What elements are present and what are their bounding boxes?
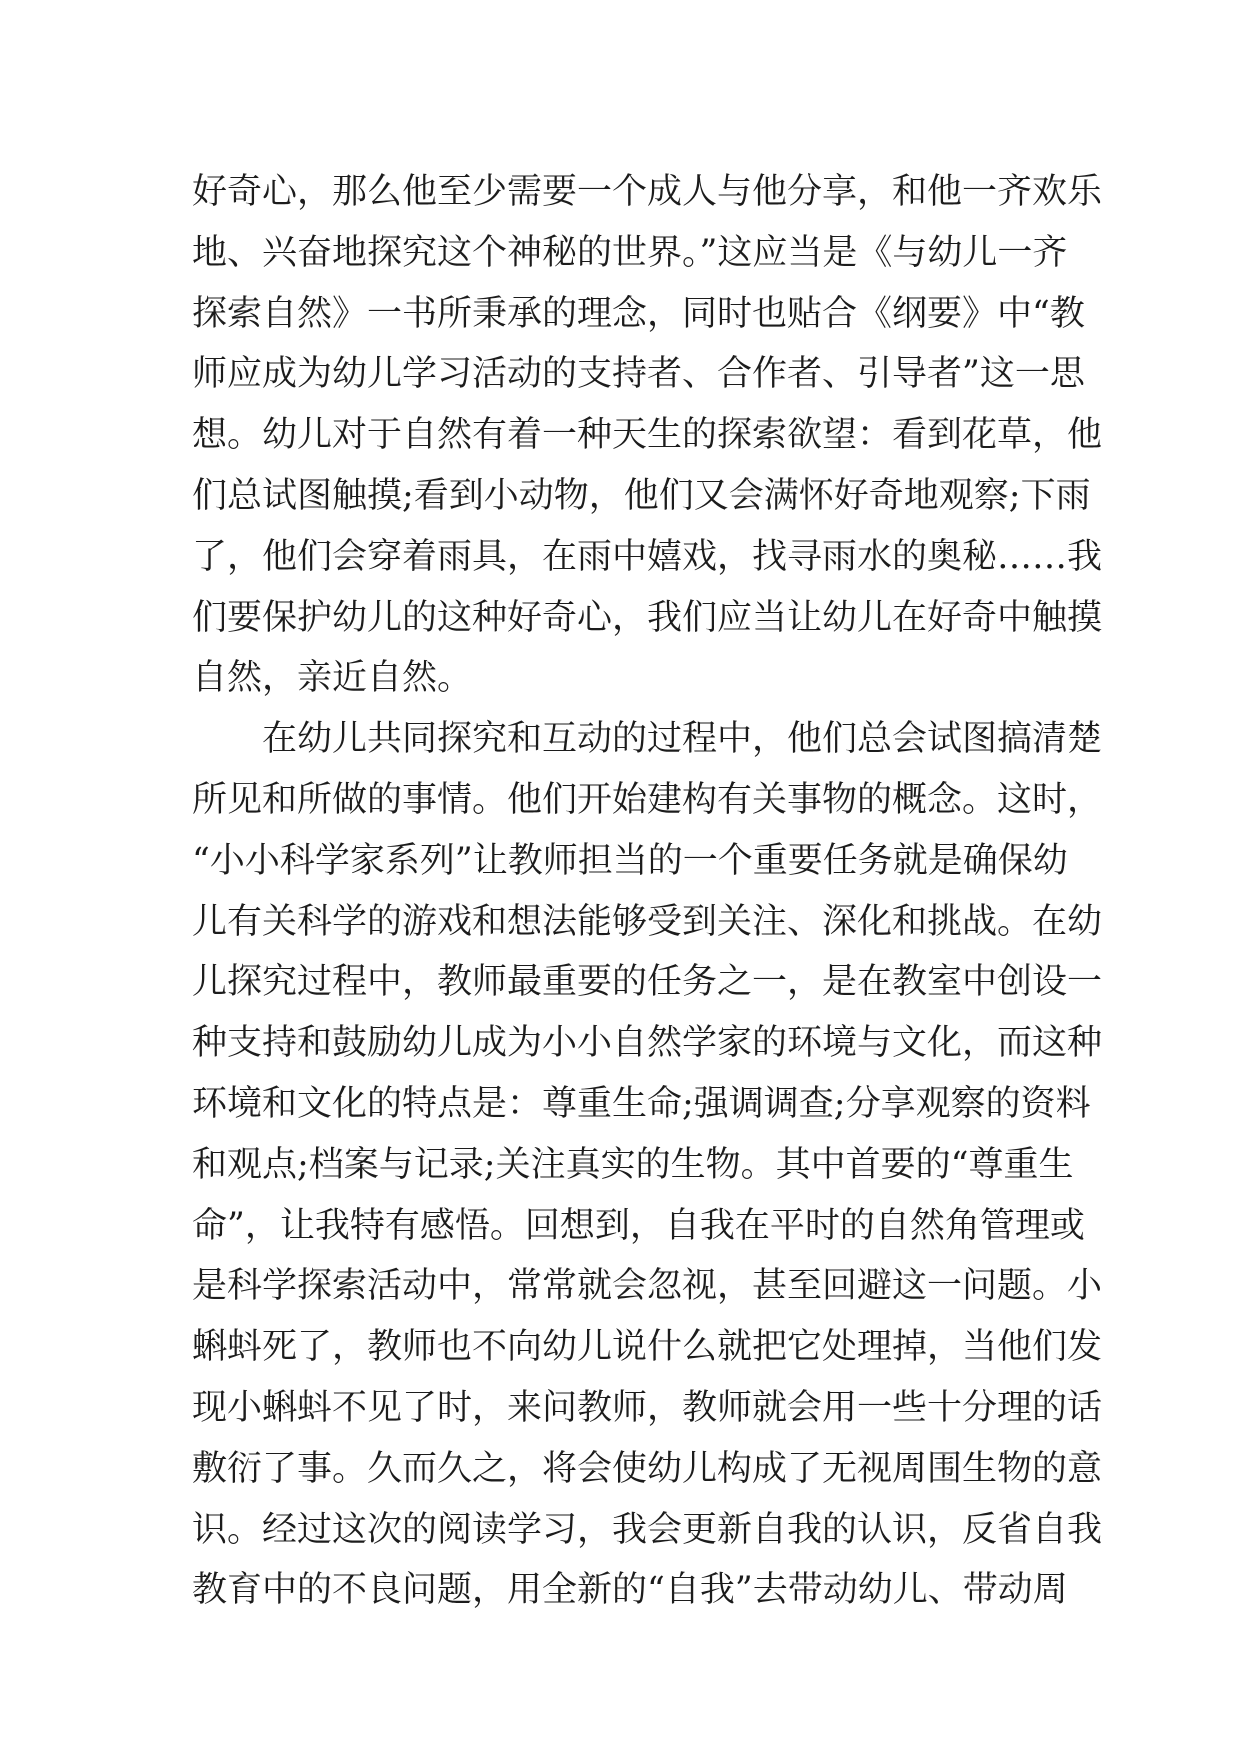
text-line: 自然，亲近自然。 bbox=[192, 658, 473, 699]
text-line: 在幼儿共同探究和互动的过程中，他们总会试图搞清楚 bbox=[262, 719, 1103, 760]
text-line: 们总试图触摸;看到小动物，他们又会满怀好奇地观察;下雨 bbox=[192, 475, 1091, 516]
text-line: 和观点;档案与记录;关注真实的生物。其中首要的“尊重生 bbox=[192, 1144, 1074, 1185]
text-line: “小小科学家系列”让教师担当的一个重要任务就是确保幼 bbox=[192, 840, 1068, 881]
text-line: 儿有关科学的游戏和想法能够受到关注、深化和挑战。在幼 bbox=[192, 901, 1103, 942]
paragraph bbox=[192, 709, 1103, 1621]
text-line: 了，他们会穿着雨具，在雨中嬉戏，找寻雨水的奥秘……我 bbox=[192, 536, 1103, 577]
body-text bbox=[192, 162, 1103, 1621]
text-line: 识。经过这次的阅读学习，我会更新自我的认识，反省自我 bbox=[192, 1509, 1103, 1550]
text-line: 地、兴奋地探究这个神秘的世界。”这应当是《与幼儿一齐 bbox=[192, 232, 1068, 273]
paragraph bbox=[192, 162, 1103, 709]
text-line: 儿探究过程中，教师最重要的任务之一，是在教室中创设一 bbox=[192, 962, 1103, 1003]
text-line: 师应成为幼儿学习活动的支持者、合作者、引导者”这一思 bbox=[192, 354, 1085, 395]
text-line: 想。幼儿对于自然有着一种天生的探索欲望：看到花草，他 bbox=[192, 415, 1103, 456]
text-line: 现小蝌蚪不见了时，来问教师，教师就会用一些十分理的话 bbox=[192, 1387, 1103, 1428]
text-line: 种支持和鼓励幼儿成为小小自然学家的环境与文化，而这种 bbox=[192, 1023, 1103, 1064]
text-line: 所见和所做的事情。他们开始建构有关事物的概念。这时， bbox=[192, 779, 1103, 820]
text-line: 环境和文化的特点是：尊重生命;强调调查;分享观察的资料 bbox=[192, 1083, 1091, 1124]
text-line: 命”，让我特有感悟。回想到，自我在平时的自然角管理或 bbox=[192, 1205, 1085, 1246]
text-line: 敷衍了事。久而久之，将会使幼儿构成了无视周围生物的意 bbox=[192, 1448, 1103, 1489]
text-line: 探索自然》一书所秉承的理念，同时也贴合《纲要》中“教 bbox=[192, 293, 1085, 334]
text-line: 们要保护幼儿的这种好奇心，我们应当让幼儿在好奇中触摸 bbox=[192, 597, 1103, 638]
text-line: 是科学探索活动中，常常就会忽视，甚至回避这一问题。小 bbox=[192, 1266, 1103, 1307]
text-line: 好奇心，那么他至少需要一个成人与他分享，和他一齐欢乐 bbox=[192, 172, 1103, 212]
text-line: 教育中的不良问题，用全新的“自我”去带动幼儿、带动周 bbox=[192, 1570, 1068, 1611]
text-line: 蝌蚪死了，教师也不向幼儿说什么就把它处理掉，当他们发 bbox=[192, 1327, 1103, 1368]
